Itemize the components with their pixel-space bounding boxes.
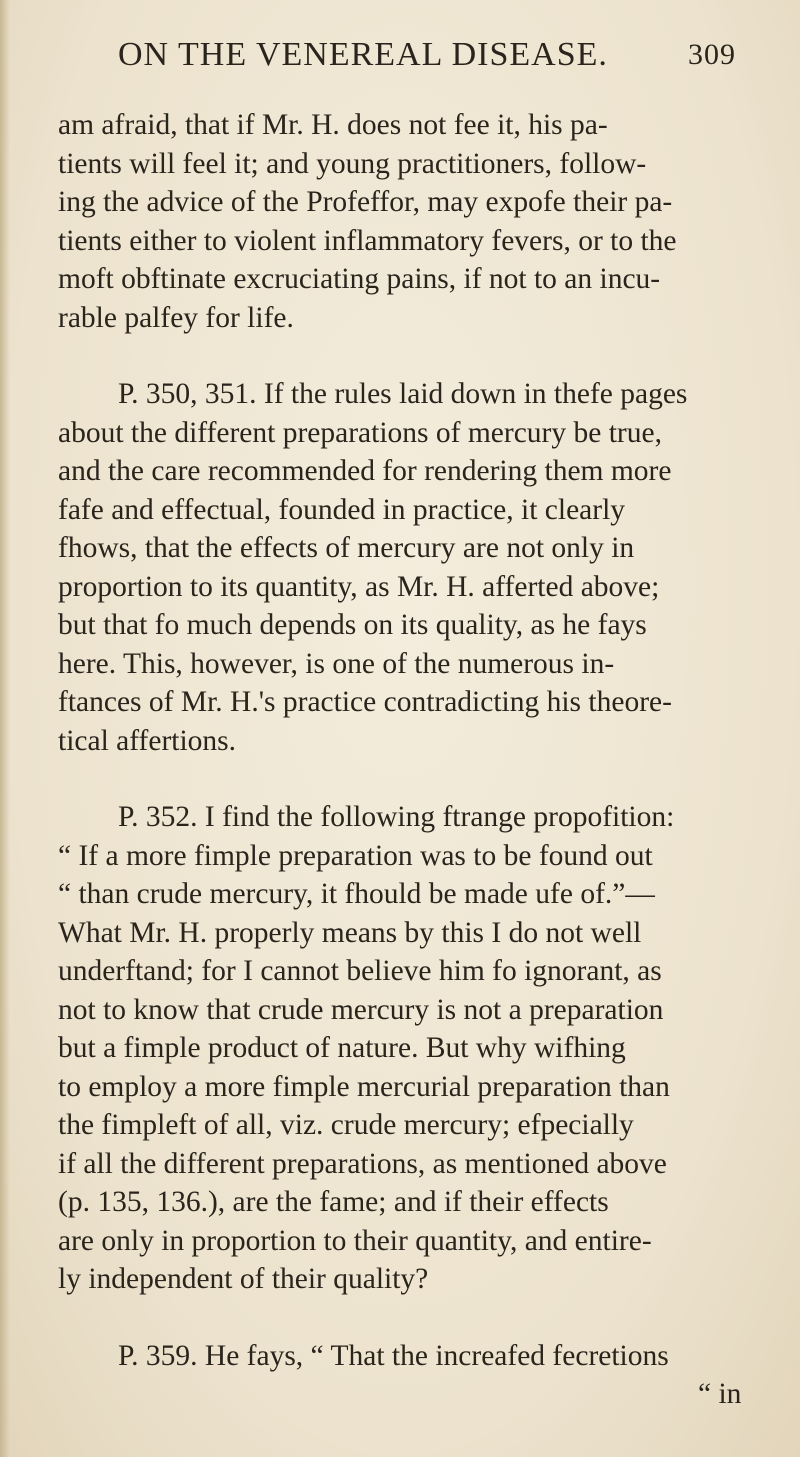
text-line: tical affertions. (58, 724, 237, 757)
text-line: What Mr. H. properly means by this I do not well (58, 916, 642, 949)
text-line: not to know that crude mercury is not a preparation (58, 993, 664, 1026)
catchword: “ in (698, 1378, 742, 1410)
text-line: rable palfey for life. (58, 301, 294, 334)
text-line: and the care recommended for rendering them more (58, 455, 672, 487)
paragraph-start: P. 350, 351. If the rules laid down in thefe pages (118, 378, 688, 410)
page-body (58, 106, 748, 1414)
paragraph-start: P. 359. He fays, “ That the increafed fecretions (118, 1339, 669, 1372)
text-line: but a fimple product of nature. But why wifhing (58, 1032, 626, 1064)
text-line: but that fo much depends on its quality, as he fays (58, 609, 647, 641)
text-line: ing the advice of the Profeffor, may expofe their pa- (58, 186, 673, 218)
paragraph-start: P. 352. I find the following ftrange propofition: (118, 801, 675, 833)
text-line: “ than crude mercury, it fhould be made ufe of.”— (58, 878, 655, 910)
text-line: tients will feel it; and young practitioners, follow- (58, 147, 647, 180)
text-line: the fimpleft of all, viz. crude mercury; efpecially (58, 1109, 634, 1141)
page-number: 309 (688, 38, 736, 71)
text-line: ftances of Mr. H.'s practice contradicting his theore- (58, 686, 672, 718)
text-line: am afraid, that if Mr. H. does not fee it, his pa- (58, 109, 608, 141)
running-title: ON THE VENEREAL DISEASE. (118, 36, 608, 73)
text-line: moft obftinate excruciating pains, if not to an incu- (58, 263, 661, 295)
text-line: underftand; for I cannot believe him fo ignorant, as (58, 955, 662, 987)
text-line: if all the different preparations, as mentioned above (58, 1147, 667, 1180)
text-line: ly independent of their quality? (58, 1263, 429, 1295)
text-line: proportion to its quantity, as Mr. H. afferted above; (58, 570, 660, 603)
text-line: to employ a more fimple mercurial preparation than (58, 1070, 670, 1103)
text-line: about the different preparations of mercury be true, (58, 416, 662, 449)
text-line: here. This, however, is one of the numerous in- (58, 647, 615, 680)
text-line: (p. 135, 136.), are the fame; and if their effects (58, 1186, 609, 1218)
page-gutter-shadow (0, 0, 10, 1457)
text-line: “ If a more fimple preparation was to be found out (58, 839, 653, 872)
text-line: fhows, that the effects of mercury are not only in (58, 532, 635, 564)
text-line: are only in proportion to their quantity, and entire- (58, 1224, 652, 1257)
text-line: fafe and effectual, founded in practice, it clearly (58, 493, 626, 526)
text-line: tients either to violent inflammatory fevers, or to the (58, 224, 677, 257)
